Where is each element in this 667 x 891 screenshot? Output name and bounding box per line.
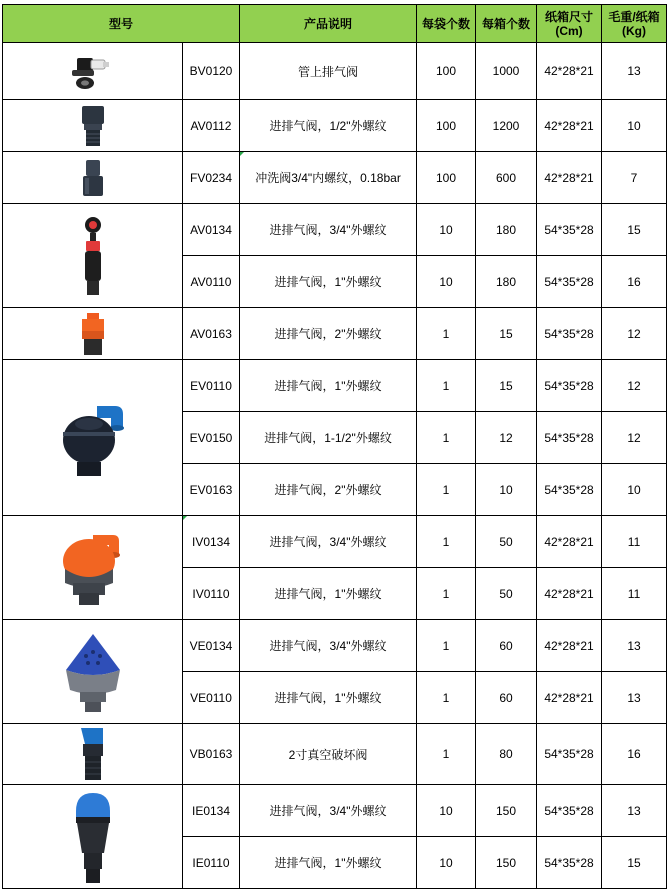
per-bag-cell: 100 xyxy=(417,152,476,204)
per-bag-cell: 1 xyxy=(417,568,476,620)
per-bag-cell: 1 xyxy=(417,360,476,412)
model-cell: EV0110 xyxy=(183,360,240,412)
description-cell: 进排气阀，1"外螺纹 xyxy=(240,672,417,724)
flush-valve-icon xyxy=(73,158,113,198)
blue-dome-vent-valve-icon xyxy=(58,630,128,714)
table-row xyxy=(3,516,667,568)
per-box-cell: 180 xyxy=(476,256,537,308)
description-cell: 2寸真空破坏阀 xyxy=(240,724,417,785)
weight-cell: 12 xyxy=(602,308,667,360)
weight-cell: 13 xyxy=(602,785,667,837)
header-per-bag: 每袋个数 xyxy=(417,5,476,43)
box-size-cell: 42*28*21 xyxy=(537,568,602,620)
vacuum-breaker-valve-icon xyxy=(73,726,113,782)
per-box-cell: 10 xyxy=(476,464,537,516)
box-size-cell: 54*35*28 xyxy=(537,464,602,516)
orange-elbow-valve-icon xyxy=(53,529,133,607)
product-table-wrapper xyxy=(2,4,667,889)
description-cell: 进排气阀，1"外螺纹 xyxy=(240,837,417,889)
per-bag-cell: 10 xyxy=(417,204,476,256)
product-image-cell xyxy=(3,308,183,360)
box-size-cell: 54*35*28 xyxy=(537,360,602,412)
table-row xyxy=(3,785,667,837)
weight-cell: 12 xyxy=(602,412,667,464)
header-box-size: 纸箱尺寸 (Cm) xyxy=(537,5,602,43)
model-cell: FV0234 xyxy=(183,152,240,204)
description-cell: 冲洗阀3/4"内螺纹，0.18bar xyxy=(240,152,417,204)
description-cell: 进排气阀，1/2"外螺纹 xyxy=(240,100,417,152)
per-bag-cell: 1 xyxy=(417,516,476,568)
box-size-cell: 42*28*21 xyxy=(537,620,602,672)
box-size-cell: 42*28*21 xyxy=(537,672,602,724)
per-bag-cell: 100 xyxy=(417,100,476,152)
weight-cell: 16 xyxy=(602,256,667,308)
product-image-cell xyxy=(3,43,183,100)
weight-cell: 12 xyxy=(602,360,667,412)
box-size-cell: 54*35*28 xyxy=(537,412,602,464)
weight-cell: 13 xyxy=(602,43,667,100)
table-row xyxy=(3,724,667,785)
product-image-cell xyxy=(3,360,183,516)
per-box-cell: 60 xyxy=(476,620,537,672)
orange-air-valve-icon xyxy=(73,311,113,357)
weight-cell: 10 xyxy=(602,464,667,516)
model-cell: BV0120 xyxy=(183,43,240,100)
weight-cell: 7 xyxy=(602,152,667,204)
per-box-cell: 15 xyxy=(476,360,537,412)
weight-cell: 13 xyxy=(602,620,667,672)
description-cell: 进排气阀，2"外螺纹 xyxy=(240,308,417,360)
model-cell: AV0163 xyxy=(183,308,240,360)
black-blue-elbow-valve-icon xyxy=(53,398,133,478)
box-size-cell: 54*35*28 xyxy=(537,204,602,256)
weight-cell: 15 xyxy=(602,204,667,256)
per-bag-cell: 10 xyxy=(417,256,476,308)
per-box-cell: 150 xyxy=(476,785,537,837)
header-description: 产品说明 xyxy=(240,5,417,43)
header-gross-weight: 毛重/纸箱 (Kg) xyxy=(602,5,667,43)
table-row xyxy=(3,620,667,672)
per-bag-cell: 1 xyxy=(417,724,476,785)
weight-cell: 11 xyxy=(602,568,667,620)
weight-cell: 11 xyxy=(602,516,667,568)
table-row xyxy=(3,204,667,256)
box-size-cell: 54*35*28 xyxy=(537,724,602,785)
product-image-cell xyxy=(3,516,183,620)
product-image-cell xyxy=(3,204,183,308)
table-row xyxy=(3,360,667,412)
model-cell: VE0110 xyxy=(183,672,240,724)
description-cell: 进排气阀，3/4"外螺纹 xyxy=(240,516,417,568)
model-cell: VE0134 xyxy=(183,620,240,672)
per-bag-cell: 10 xyxy=(417,837,476,889)
description-cell: 进排气阀，1"外螺纹 xyxy=(240,360,417,412)
model-cell: AV0134 xyxy=(183,204,240,256)
model-cell: IV0134 xyxy=(183,516,240,568)
model-cell: IE0134 xyxy=(183,785,240,837)
per-box-cell: 1000 xyxy=(476,43,537,100)
blue-top-air-valve-icon xyxy=(68,789,118,885)
per-box-cell: 80 xyxy=(476,724,537,785)
description-cell: 进排气阀，2"外螺纹 xyxy=(240,464,417,516)
model-cell: IV0110 xyxy=(183,568,240,620)
product-table xyxy=(2,4,667,889)
per-bag-cell: 1 xyxy=(417,464,476,516)
product-image-cell xyxy=(3,785,183,889)
box-size-cell: 42*28*21 xyxy=(537,516,602,568)
description-cell: 管上排气阀 xyxy=(240,43,417,100)
box-size-cell: 42*28*21 xyxy=(537,100,602,152)
model-cell: AV0112 xyxy=(183,100,240,152)
box-size-cell: 54*35*28 xyxy=(537,256,602,308)
per-box-cell: 1200 xyxy=(476,100,537,152)
per-box-cell: 150 xyxy=(476,837,537,889)
description-cell: 进排气阀，3/4"外螺纹 xyxy=(240,785,417,837)
av-threaded-valve-icon xyxy=(73,104,113,148)
per-box-cell: 15 xyxy=(476,308,537,360)
per-bag-cell: 100 xyxy=(417,43,476,100)
product-image-cell xyxy=(3,620,183,724)
model-cell: AV0110 xyxy=(183,256,240,308)
description-cell: 进排气阀，3/4"外螺纹 xyxy=(240,620,417,672)
per-bag-cell: 1 xyxy=(417,620,476,672)
model-cell: IE0110 xyxy=(183,837,240,889)
per-bag-cell: 1 xyxy=(417,412,476,464)
table-row xyxy=(3,43,667,100)
model-cell: EV0163 xyxy=(183,464,240,516)
product-image-cell xyxy=(3,724,183,785)
box-size-cell: 42*28*21 xyxy=(537,43,602,100)
per-bag-cell: 10 xyxy=(417,785,476,837)
inline-bv-valve-icon xyxy=(63,48,123,94)
header-model: 型号 xyxy=(3,5,240,43)
box-size-cell: 54*35*28 xyxy=(537,837,602,889)
product-image-cell xyxy=(3,152,183,204)
table-header-row xyxy=(3,5,667,43)
header-per-box: 每箱个数 xyxy=(476,5,537,43)
per-box-cell: 60 xyxy=(476,672,537,724)
box-size-cell: 54*35*28 xyxy=(537,785,602,837)
weight-cell: 16 xyxy=(602,724,667,785)
per-box-cell: 50 xyxy=(476,568,537,620)
per-box-cell: 50 xyxy=(476,516,537,568)
per-bag-cell: 1 xyxy=(417,672,476,724)
box-size-cell: 54*35*28 xyxy=(537,308,602,360)
description-cell: 进排气阀，3/4"外螺纹 xyxy=(240,204,417,256)
per-box-cell: 12 xyxy=(476,412,537,464)
red-cap-air-valve-icon xyxy=(73,215,113,297)
weight-cell: 15 xyxy=(602,837,667,889)
box-size-cell: 42*28*21 xyxy=(537,152,602,204)
product-image-cell xyxy=(3,100,183,152)
per-bag-cell: 1 xyxy=(417,308,476,360)
table-row xyxy=(3,152,667,204)
description-cell: 进排气阀，1"外螺纹 xyxy=(240,256,417,308)
weight-cell: 13 xyxy=(602,672,667,724)
model-cell: VB0163 xyxy=(183,724,240,785)
weight-cell: 10 xyxy=(602,100,667,152)
per-box-cell: 600 xyxy=(476,152,537,204)
table-row xyxy=(3,100,667,152)
table-row xyxy=(3,308,667,360)
description-cell: 进排气阀，1"外螺纹 xyxy=(240,568,417,620)
description-cell: 进排气阀，1-1/2"外螺纹 xyxy=(240,412,417,464)
per-box-cell: 180 xyxy=(476,204,537,256)
model-cell: EV0150 xyxy=(183,412,240,464)
